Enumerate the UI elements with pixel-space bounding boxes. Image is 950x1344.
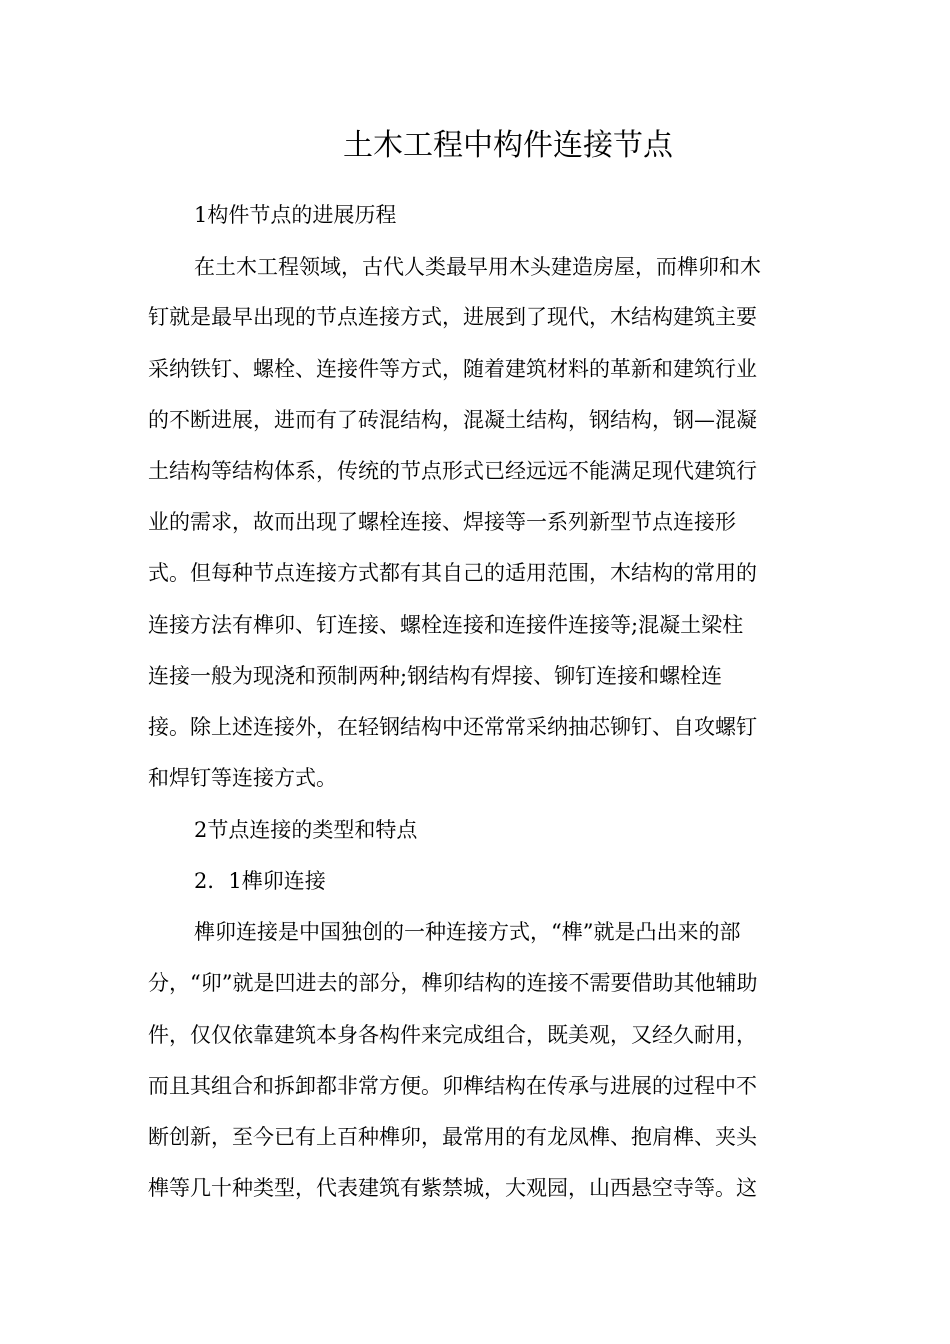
paragraph-line: 业的需求，故而出现了螺栓连接、焊接等一系列新型节点连接形: [148, 510, 736, 534]
paragraph-line: 的不断进展，进而有了砖混结构，混凝土结构，钢结构，钢—混凝: [148, 408, 757, 432]
section-heading-2: 2节点连接的类型和特点: [194, 818, 418, 842]
paragraph-line: 在土木工程领域，古代人类最早用木头建造房屋，而榫卯和木: [194, 255, 761, 279]
paragraph-line: 连接一般为现浇和预制两种;钢结构有焊接、铆钉连接和螺栓连: [148, 664, 723, 688]
paragraph-line: 连接方法有榫卯、钉连接、螺栓连接和连接件连接等;混凝土梁柱: [148, 613, 744, 637]
subsection-heading-2-1: 2．1榫卯连接: [194, 869, 326, 893]
paragraph-line: 土结构等结构体系，传统的节点形式已经远远不能满足现代建筑行: [148, 459, 757, 483]
paragraph-line: 件，仅仅依靠建筑本身各构件来完成组合，既美观，又经久耐用，: [148, 1023, 757, 1047]
paragraph-line: 榫等几十种类型，代表建筑有紫禁城，大观园，山西悬空寺等。这: [148, 1176, 757, 1200]
document-title-row: [0, 124, 950, 168]
paragraph-line: 钉就是最早出现的节点连接方式，进展到了现代，木结构建筑主要: [148, 305, 757, 329]
paragraph-line: 而且其组合和拆卸都非常方便。卯榫结构在传承与进展的过程中不: [148, 1074, 757, 1098]
paragraph-line: 接。除上述连接外，在轻钢结构中还常常采纳抽芯铆钉、自攻螺钉: [148, 715, 757, 739]
section-heading-1: 1构件节点的进展历程: [194, 203, 397, 227]
paragraph-line: 和焊钉等连接方式。: [148, 766, 337, 790]
paragraph-line: 分，“卯”就是凹进去的部分，榫卯结构的连接不需要借助其他辅助: [148, 971, 758, 995]
paragraph-line: 采纳铁钉、螺栓、连接件等方式，随着建筑材料的革新和建筑行业: [148, 357, 757, 381]
paragraph-line: 榫卯连接是中国独创的一种连接方式，“榫”就是凸出来的部: [194, 920, 741, 944]
paragraph-line: 断创新，至今已有上百种榫卯，最常用的有龙凤榫、抱肩榫、夹头: [148, 1125, 757, 1149]
document-title: 土木工程中构件连接节点: [343, 128, 673, 163]
paragraph-line: 式。但每种节点连接方式都有其自己的适用范围，木结构的常用的: [148, 561, 757, 585]
